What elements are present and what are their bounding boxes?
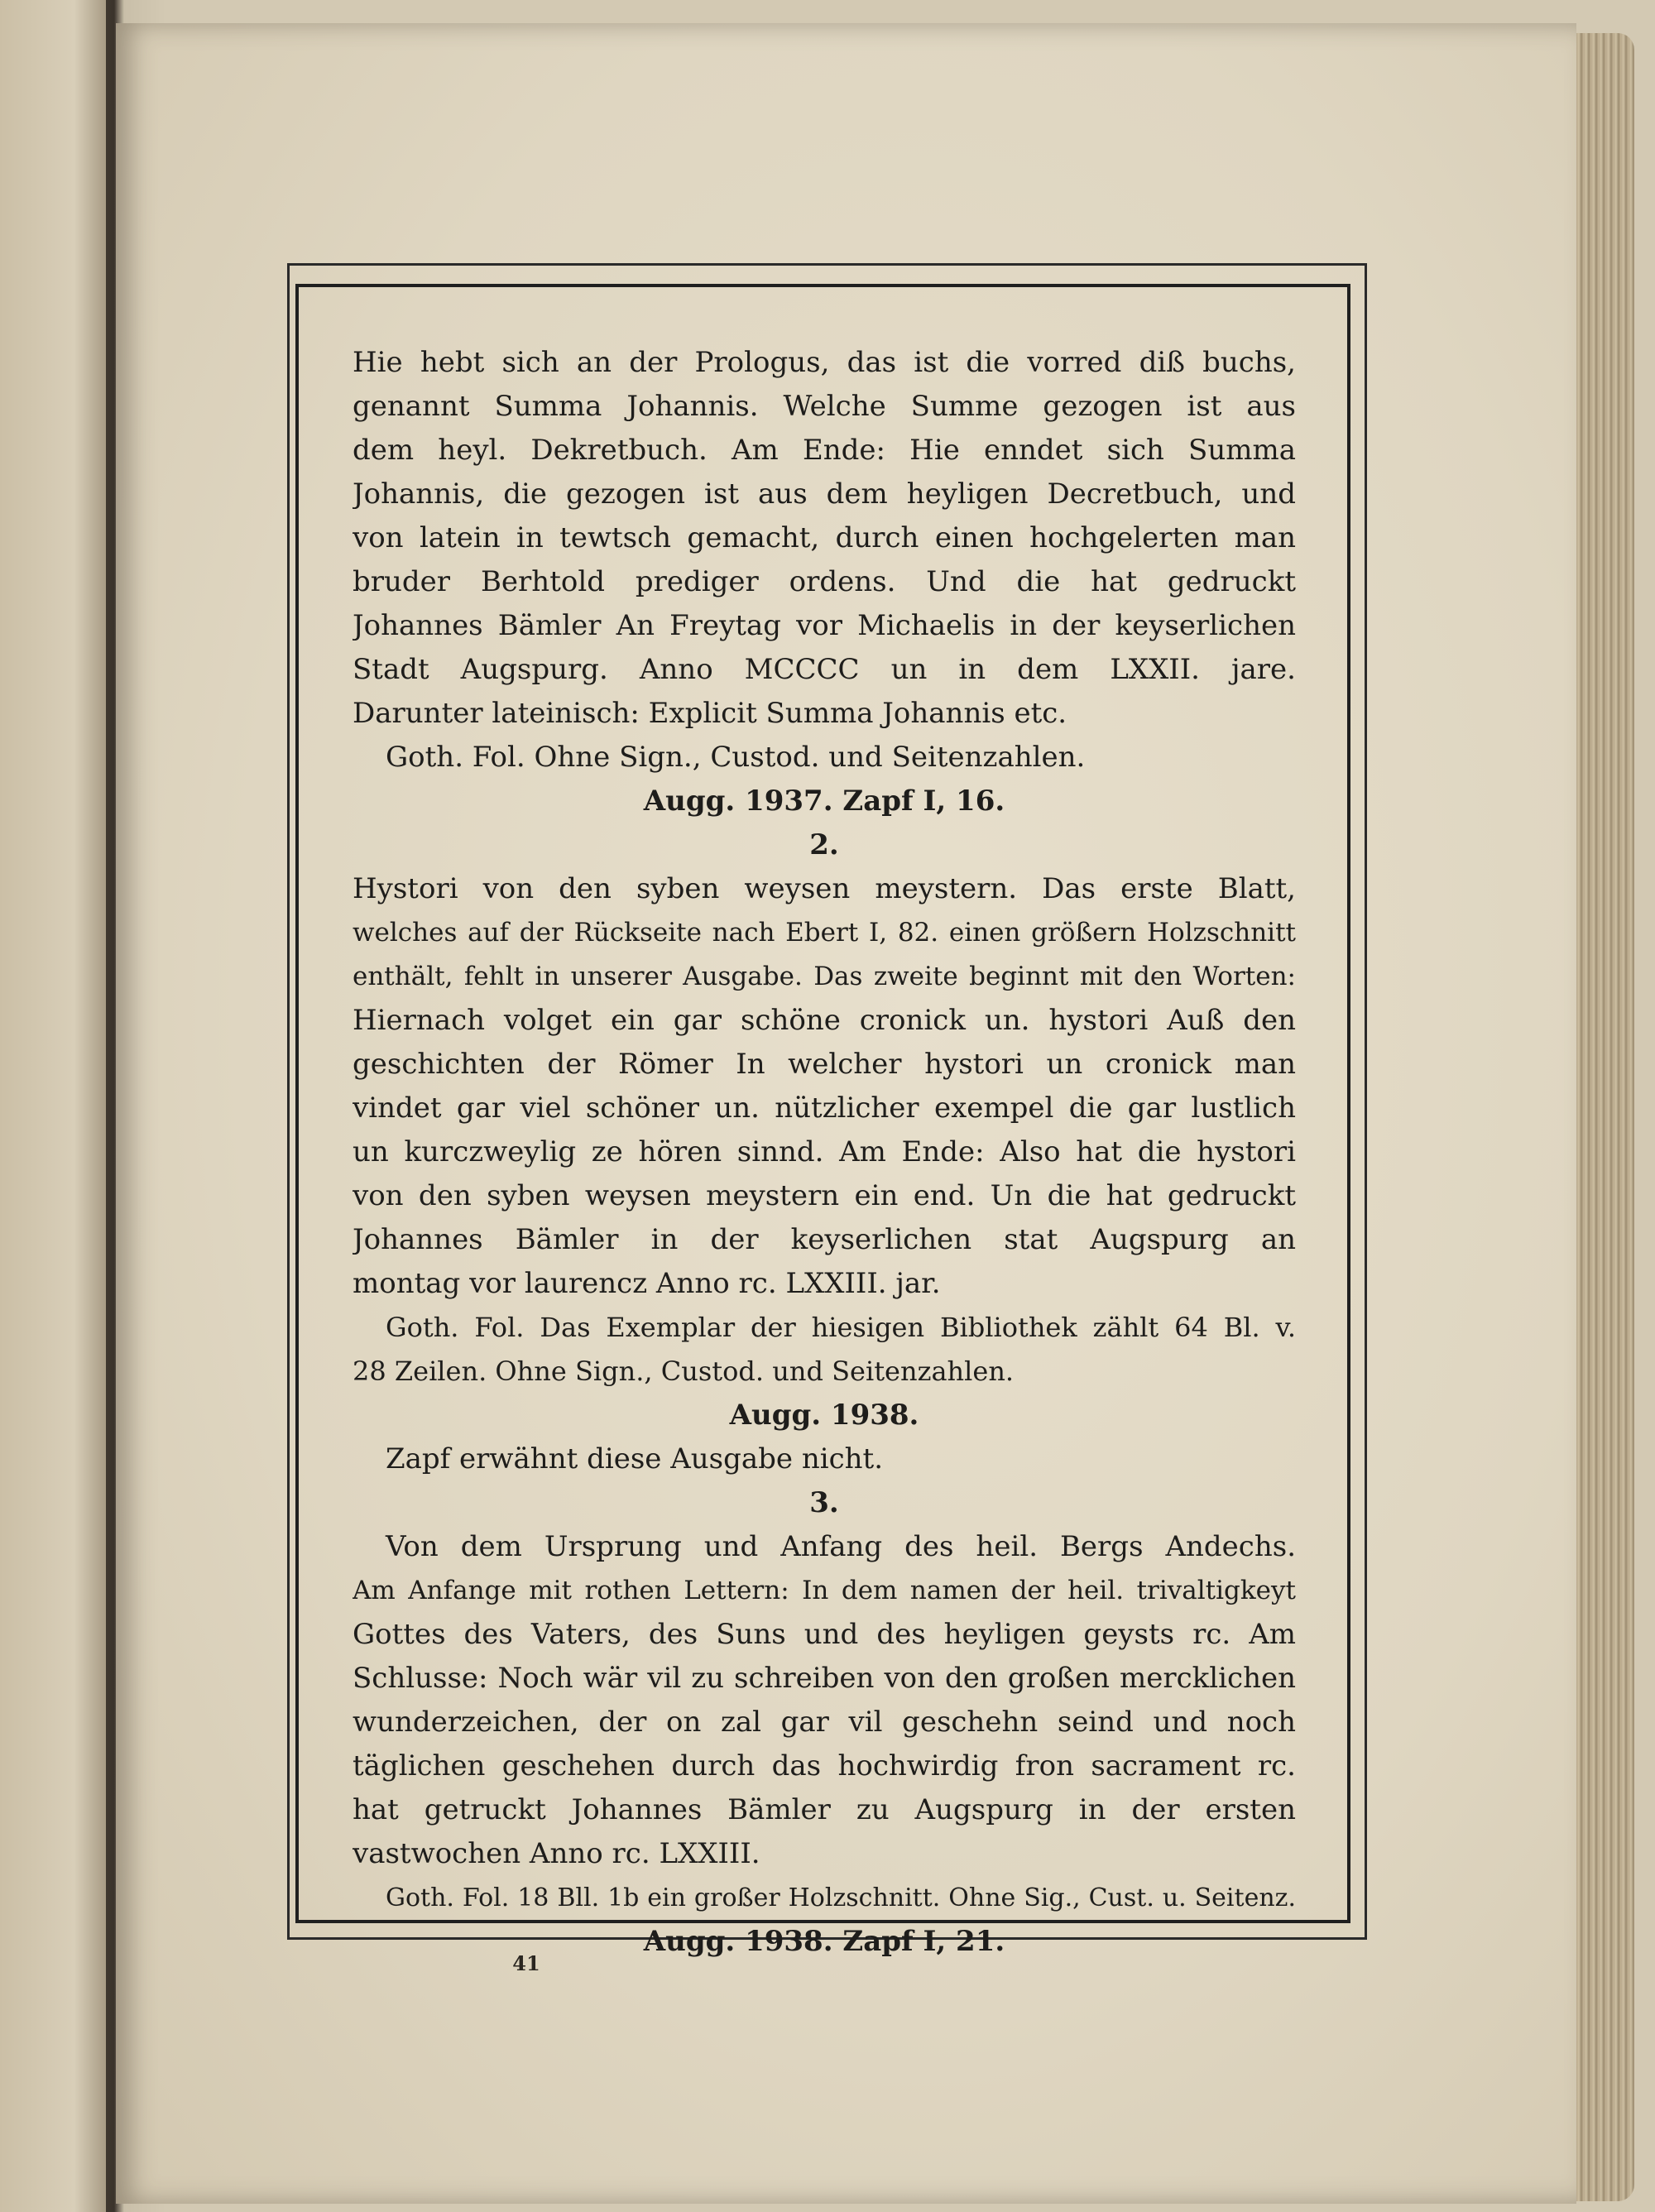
bibliographic-note: Goth. Fol. Ohne Sign., Custod. und Seitenzahlen.	[386, 741, 1086, 774]
text-line: von den syben weysen meystern ein end. Un die hat gedruckt	[353, 1179, 1296, 1212]
entry-number: 2.	[809, 828, 839, 861]
text-line: Schlusse: Noch wär vil zu schreiben von den großen mercklichen	[353, 1662, 1296, 1695]
text-line: dem heyl. Dekretbuch. Am Ende: Hie enndet sich Summa	[353, 434, 1296, 467]
text-block	[295, 284, 1350, 1958]
bibliographic-note: 28 Zeilen. Ohne Sign., Custod. und Seitenzahlen.	[353, 1356, 1015, 1387]
text-line: geschichten der Römer In welcher hystori un cronick man	[353, 1048, 1296, 1081]
bibliographic-note: Goth. Fol. 18 Bll. 1b ein großer Holzschnitt. Ohne Sig., Cust. u. Seitenz.	[386, 1883, 1296, 1912]
text-line: Johannes Bämler in der keyserlichen stat Augspurg an	[353, 1223, 1296, 1256]
text-line: Hiernach volget ein gar schöne cronick un. hystori Auß den	[353, 1004, 1296, 1037]
text-line: welches auf der Rückseite nach Ebert I, 82. einen größern Holzschnitt	[353, 918, 1296, 948]
page-stack-edge	[1576, 33, 1634, 2201]
text-line: Darunter lateinisch: Explicit Summa Johannis etc.	[353, 697, 1067, 730]
text-line: enthält, fehlt in unserer Ausgabe. Das zweite beginnt mit den Worten:	[353, 962, 1296, 991]
text-line: Johannes Bämler An Freytag vor Michaelis in der keyserlichen	[353, 609, 1296, 642]
page-number: 41	[512, 1951, 540, 1975]
bibliographic-note: Zapf erwähnt diese Ausgabe nicht.	[386, 1442, 884, 1475]
text-line: vastwochen Anno rc. LXXIII.	[353, 1837, 760, 1870]
text-line: bruder Berhtold prediger ordens. Und die hat gedruckt	[353, 565, 1296, 598]
shelfmark: Augg. 1938. Zapf I, 21.	[643, 1925, 1005, 1958]
text-line: Hystori von den syben weysen meystern. Das erste Blatt,	[353, 872, 1296, 905]
entry-number: 3.	[809, 1486, 839, 1519]
shelfmark: Augg. 1937. Zapf I, 16.	[643, 785, 1005, 818]
text-line: Gottes des Vaters, des Suns und des heyligen geysts rc. Am	[353, 1618, 1296, 1651]
bibliographic-note: Goth. Fol. Das Exemplar der hiesigen Bibliothek zählt 64 Bl. v.	[386, 1312, 1296, 1343]
text-line: vindet gar viel schöner un. nützlicher exempel die gar lustlich	[353, 1092, 1296, 1125]
text-line: täglichen geschehen durch das hochwirdig fron sacrament rc.	[353, 1749, 1296, 1783]
text-line: Stadt Augspurg. Anno MCCCC un in dem LXXII. jare.	[353, 653, 1296, 686]
text-line: Johannis, die gezogen ist aus dem heyligen Decretbuch, und	[353, 477, 1296, 511]
text-line: genannt Summa Johannis. Welche Summe gezogen ist aus	[353, 390, 1296, 423]
text-line: Am Anfange mit rothen Lettern: In dem namen der heil. trivaltigkeyt	[353, 1576, 1296, 1605]
text-line: hat getruckt Johannes Bämler zu Augspurg in der ersten	[353, 1793, 1296, 1826]
text-line: Von dem Ursprung und Anfang des heil. Bergs Andechs.	[386, 1530, 1296, 1563]
facing-page-edge	[0, 0, 106, 2212]
text-line: Hie hebt sich an der Prologus, das ist die vorred diß buchs,	[353, 346, 1296, 379]
text-line: un kurczweylig ze hören sinnd. Am Ende: Also hat die hystori	[353, 1135, 1296, 1168]
text-line: wunderzeichen, der on zal gar vil geschehn seind und noch	[353, 1706, 1296, 1739]
text-line: von latein in tewtsch gemacht, durch einen hochgelerten man	[353, 521, 1296, 554]
text-line: montag vor laurencz Anno rc. LXXIII. jar.	[353, 1267, 941, 1300]
shelfmark: Augg. 1938.	[729, 1399, 919, 1432]
